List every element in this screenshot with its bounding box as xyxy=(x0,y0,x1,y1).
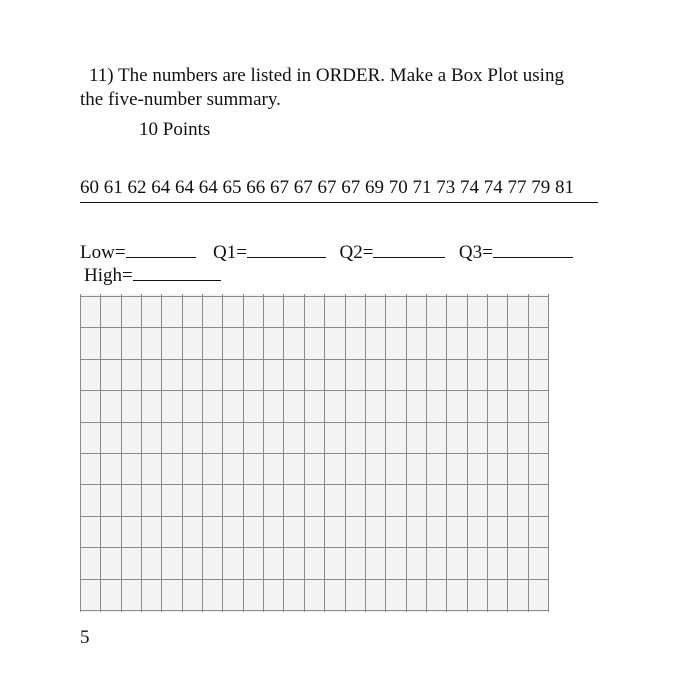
high-label: High= xyxy=(84,265,133,286)
q1-label: Q1= xyxy=(213,242,247,263)
graph-grid-svg xyxy=(80,294,549,612)
high-answer-blank[interactable] xyxy=(133,262,221,281)
q3-label: Q3= xyxy=(458,242,493,263)
page-number: 5 xyxy=(80,627,90,648)
data-values-list: 60 61 62 64 64 64 65 66 67 67 67 67 69 70 71 73 74 74 77 79 81 xyxy=(80,176,598,203)
q3-answer-blank[interactable] xyxy=(493,239,573,258)
low-label: Low= xyxy=(80,242,126,263)
question-number: 11) xyxy=(89,65,114,86)
q2-label: Q2= xyxy=(339,242,374,263)
q2-answer-blank[interactable] xyxy=(373,239,445,258)
question-prompt xyxy=(80,64,640,112)
points-label: 10 Points xyxy=(139,119,211,140)
q1-answer-blank[interactable] xyxy=(247,239,326,258)
summary-row-2 xyxy=(84,262,221,288)
graph-grid[interactable] xyxy=(80,294,549,617)
question-text-line-2: the five-number summary. xyxy=(80,89,281,110)
low-answer-blank[interactable] xyxy=(126,239,196,258)
question-text-line-1: The numbers are listed in ORDER. Make a Box Plot using xyxy=(118,65,564,86)
